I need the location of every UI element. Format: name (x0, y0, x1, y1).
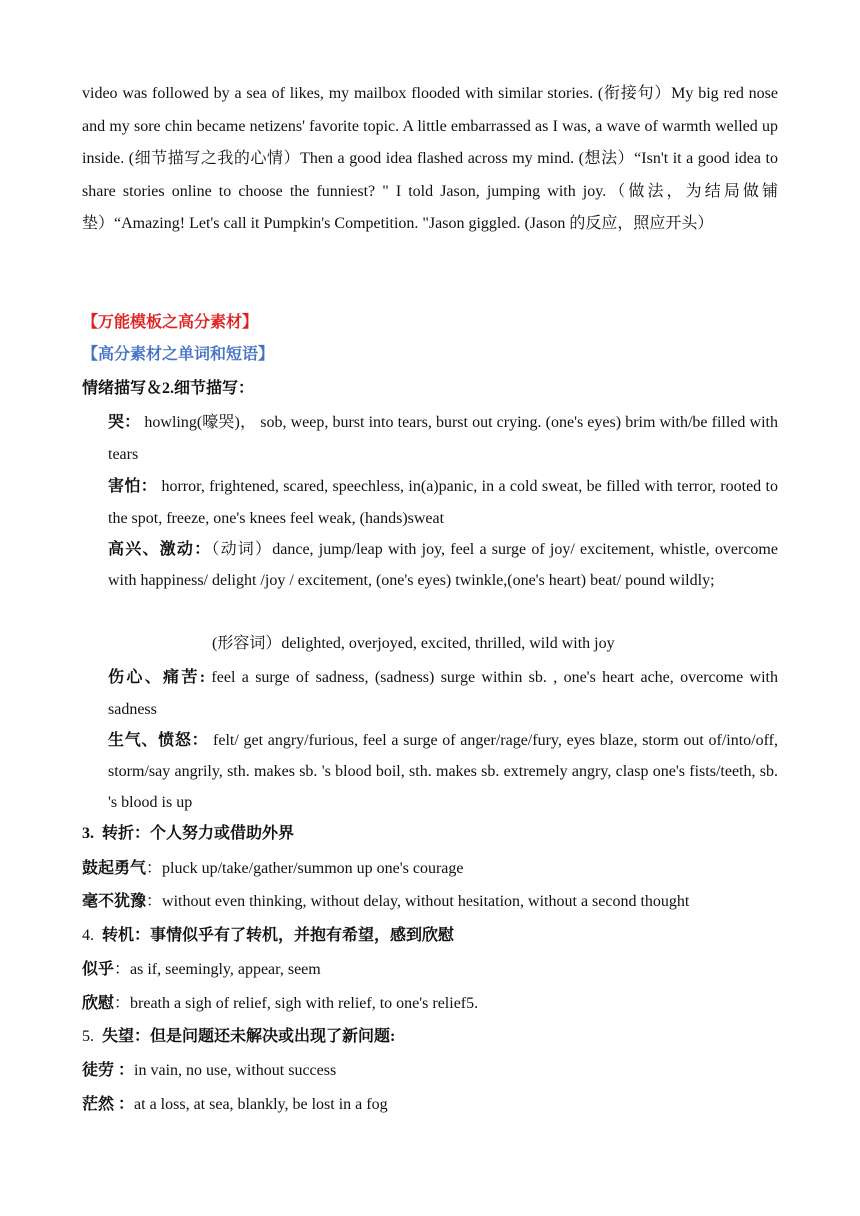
entry-joy-label: 高兴、激动： (108, 541, 212, 558)
section5-number: 5. (82, 1028, 94, 1045)
heading-templates: 【万能模板之高分素材】 (82, 314, 259, 331)
entry-courage-label: 鼓起勇气 (82, 860, 147, 877)
heading-vocabulary: 【高分素材之单词和短语】 (82, 346, 275, 363)
entry-joy-adjectives: (形容词）delighted, overjoyed, excited, thrilled, wild with joy (212, 635, 615, 652)
entry-cry-label: 哭： (108, 414, 141, 431)
entry-vain-text: in vain, no use, without success (134, 1062, 337, 1079)
entry-loss (82, 1093, 778, 1117)
section3-title (82, 822, 778, 846)
intro-paragraph: video was followed by a sea of likes, my mailbox flooded with similar stories. (衔接句）My big red nose and my sore chin became netizens' favorite topic. A little embarrassed as I was, a wave of warmth welled up inside. (细节描写之我的心情）Then a good idea flashed across my mind. (想法）“Isn't it a good idea to share stories online to choose the funniest? " I told Jason, jumping with joy.（做法，为结局做铺垫）“Amazing! Let's call it Pumpkin's Competition. "Jason giggled. (Jason 的反应，照应开头） (82, 85, 778, 232)
entry-fear-text: horror, frightened, scared, speechless, in(a)panic, in a cold sweat, be filled with terror, rooted to the spot, freeze, one's knees feel weak, (hands)sweat (108, 478, 778, 527)
entry-fear (108, 471, 778, 535)
entry-cry (108, 407, 778, 471)
section5-text: 失望：但是问题还未解决或出现了新问题: (102, 1028, 396, 1045)
entry-relief-label: 欣慰 (82, 995, 115, 1012)
entry-seem (82, 958, 778, 982)
entry-joy (108, 534, 778, 596)
entry-seem-text: ：as if, seemingly, appear, seem (114, 961, 321, 978)
entry-relief (82, 992, 778, 1016)
entry-loss-text: at a loss, at sea, blankly, be lost in a fog (134, 1096, 388, 1113)
section4-title (82, 924, 778, 948)
entry-angry (108, 725, 778, 818)
entry-sad-text: feel a surge of sadness, (sadness) surge within sb. , one's heart ache, overcome with sadness (108, 669, 778, 718)
section4-number: 4. (82, 927, 94, 944)
entry-courage (82, 857, 778, 881)
entry-sad-label: 伤心、痛苦: (108, 669, 206, 686)
entry-hesitate (82, 890, 778, 914)
entry-hesitate-text: ：without even thinking, without delay, without hesitation, without a second thought (146, 893, 690, 910)
section3-text: 转折：个人努力或借助外界 (102, 825, 295, 842)
entry-cry-text: howling(嚎哭)， sob, weep, burst into tears, burst out crying. (one's eyes) brim with/be filled with tears (108, 414, 778, 463)
entry-sad (108, 662, 778, 726)
entry-relief-text: ：breath a sigh of relief, sigh with relief, to one's relief5. (114, 995, 479, 1012)
entry-hesitate-label: 毫不犹豫 (82, 893, 147, 910)
entry-fear-label: 害怕： (108, 478, 158, 495)
entry-vain-label: 徒劳 ： (82, 1062, 135, 1079)
entry-courage-text: ：pluck up/take/gather/summon up one's courage (146, 860, 464, 877)
entry-loss-label: 茫然 ： (82, 1096, 135, 1113)
section1-title: 情绪描写＆2.细节描写： (82, 380, 255, 397)
entry-joy-text: （动词）dance, jump/leap with joy, feel a surge of joy/ excitement, whistle, overcome with happiness/ delight /joy / excitement, (one's eyes) twinkle,(one's heart) beat/ pound wildly; (108, 541, 778, 589)
section3-number: 3. (82, 825, 94, 842)
section4-text: 转机：事情似乎有了转机，并抱有希望，感到欣慰 (102, 927, 455, 944)
entry-angry-text: felt/ get angry/furious, feel a surge of anger/rage/fury, eyes blaze, storm out of/into/off, storm/say angrily, sth. makes sb. 's blood boil, sth. makes sb. extremely angry, clasp one's fists/teeth, sb. 's blood is up (108, 732, 778, 811)
section5-title (82, 1025, 778, 1049)
entry-vain (82, 1059, 778, 1083)
entry-angry-label: 生气、愤怒： (108, 732, 209, 749)
entry-seem-label: 似乎 (82, 961, 115, 978)
